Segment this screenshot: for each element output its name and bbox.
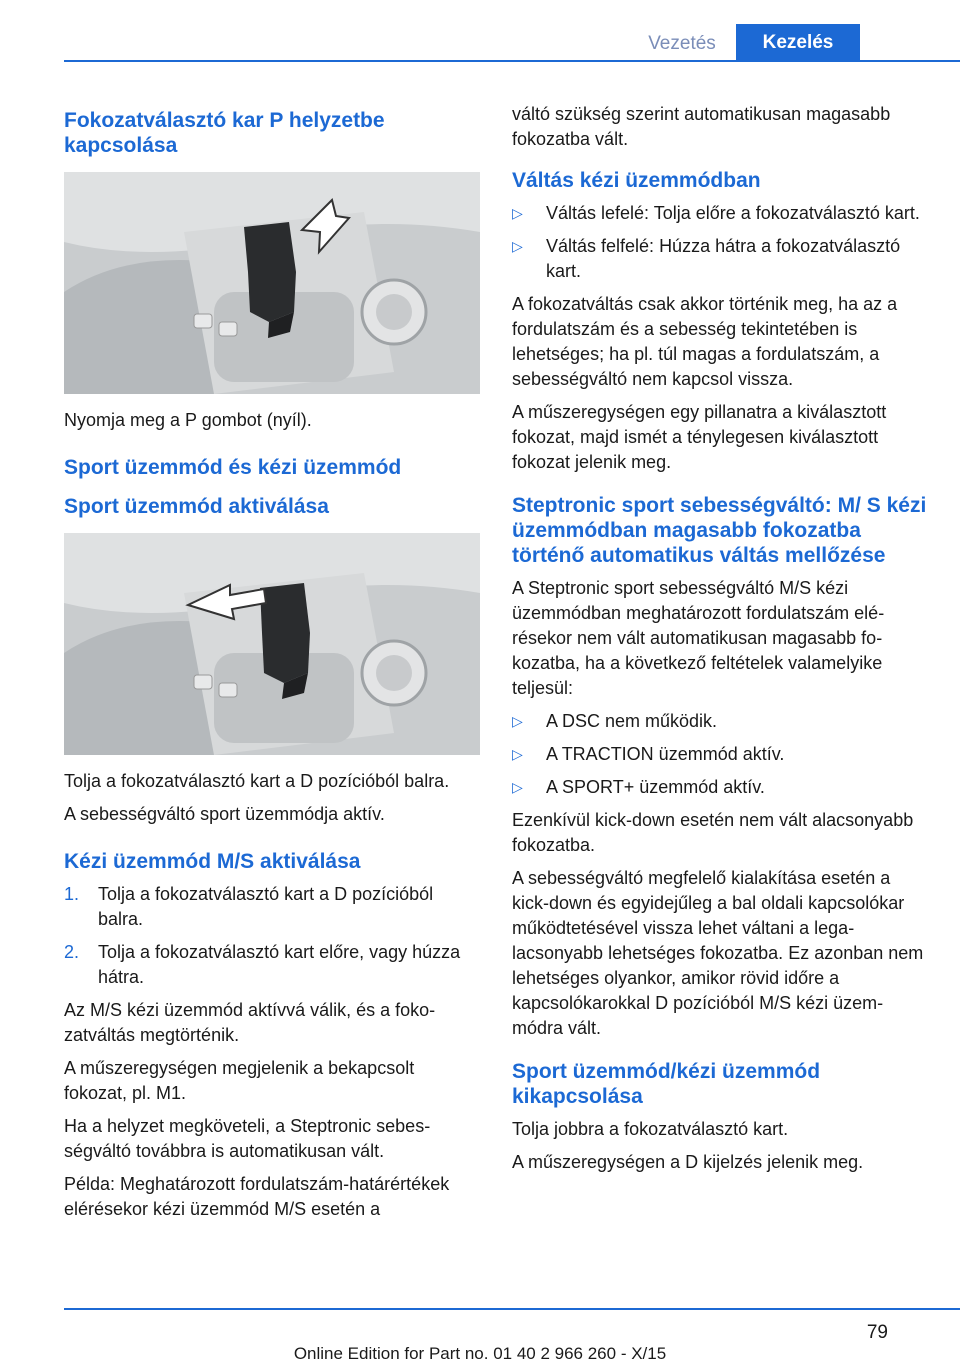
caption-park: Nyomja meg a P gombot (nyíl). — [64, 410, 312, 430]
triangle-bullet-icon: ▷ — [512, 713, 523, 729]
list-item-text: A DSC nem működik. — [546, 711, 718, 731]
shift-list — [512, 201, 928, 284]
page-header — [0, 0, 960, 62]
heading-sport-activate: Sport üzemmód aktiválása — [64, 495, 329, 518]
text-deactivate-2: A műszeregységen a D kijelzés jelenik meg. — [512, 1152, 864, 1172]
text-continued: váltó szükség szerint automatikusan magasabb fokozatba vált. — [512, 104, 891, 149]
page-number: 79 — [866, 1322, 888, 1343]
step-number: 2. — [64, 942, 80, 962]
text-shift-2: A műszeregységen egy pillanatra a kiválasztott fokozat, majd ismét a ténylegesen kiválasztott fokozat jelenik meg. — [512, 402, 887, 472]
heading-sport-manual: Sport üzemmód és kézi üzemmód — [64, 456, 402, 479]
list-item-text: Váltás lefelé: Tolja előre a fokozatválasztó kart. — [546, 203, 920, 223]
header-rule — [64, 60, 960, 62]
page-footer — [0, 1306, 960, 1362]
list-item-text: A SPORT+ üzemmód aktív. — [546, 777, 765, 797]
photo-gear-lever-sport — [64, 533, 480, 755]
list-item — [512, 234, 928, 284]
text-manual-1: Az M/S kézi üzemmód aktívvá válik, és a fokozatváltás megtörténik. — [64, 1000, 436, 1045]
heading-manual-shift: Váltás kézi üzemmódban — [512, 169, 761, 192]
triangle-bullet-icon: ▷ — [512, 238, 523, 254]
conditions-list — [512, 709, 928, 800]
tab-vezetes[interactable]: Vezetés — [648, 33, 716, 54]
list-item — [512, 775, 928, 800]
list-item-text: A TRACTION üzemmód aktív. — [546, 744, 785, 764]
text-kickdown-1: Ezenkívül kick-down esetén nem vált alacsonyabb fokozatba. — [512, 810, 914, 855]
list-item-text: Váltás felfelé: Húzza hátra a fokozatválasztó kart. — [546, 236, 901, 281]
list-item — [512, 201, 928, 226]
list-item — [64, 882, 480, 932]
heading-manual-activate: Kézi üzemmód M/S aktiválása — [64, 850, 361, 873]
text-sport-1: Tolja a fokozatválasztó kart a D pozícióból balra. — [64, 771, 450, 791]
list-item — [512, 742, 928, 767]
text-shift-1: A fokozatváltás csak akkor történik meg, ha az a fordulatszám és a sebesség tekintetében is lehetséges; ha pl. túl magas a fordulatszám, a sebességváltó nem kapcsol vissza. — [512, 294, 898, 389]
manual-steps-list — [64, 882, 480, 990]
list-item — [512, 709, 928, 734]
text-steptronic: A Steptronic sport sebességváltó M/S kézi üzemmódban meghatározott fordulatszám elérésekor nem vált automatikusan magasabb fokozatba, ha a következő feltételek valamelyike teljesül: — [512, 578, 885, 698]
text-manual-4: Példa: Meghatározott fordulatszám-határértékek elérésekor kézi üzemmód M/S esetén a — [64, 1174, 450, 1219]
step-text: Tolja a fokozatválasztó kart a D pozícióból balra. — [98, 884, 434, 929]
photo-gear-lever-park — [64, 172, 480, 394]
left-column — [64, 98, 480, 1230]
text-sport-2: A sebességváltó sport üzemmódja aktív. — [64, 804, 385, 824]
triangle-bullet-icon: ▷ — [512, 779, 523, 795]
triangle-bullet-icon: ▷ — [512, 746, 523, 762]
edition-note: Online Edition for Part no. 01 40 2 966 260 - X/15 — [293, 1344, 667, 1362]
step-number: 1. — [64, 884, 80, 904]
list-item — [64, 940, 480, 990]
tab-kezeles[interactable]: Kezelés — [736, 24, 860, 62]
heading-park: Fokozatválasztó kar P helyzetbe kapcsolása — [64, 109, 385, 157]
text-manual-3: Ha a helyzet megköveteli, a Steptronic sebességváltó továbbra is automatikusan vált. — [64, 1116, 431, 1161]
triangle-bullet-icon: ▷ — [512, 205, 523, 221]
right-column — [512, 102, 928, 1183]
footer-rule — [64, 1308, 960, 1310]
step-text: Tolja a fokozatválasztó kart előre, vagy húzza hátra. — [98, 942, 461, 987]
heading-steptronic: Steptronic sport sebességváltó: M/ S kézi üzemmódban magasabb fokozatba történő automatikus váltás mellőzése — [512, 494, 927, 567]
heading-deactivate: Sport üzemmód/kézi üzemmód kikapcsolása — [512, 1060, 821, 1108]
text-deactivate-1: Tolja jobbra a fokozatválasztó kart. — [512, 1119, 789, 1139]
text-kickdown-2: A sebességváltó megfelelő kialakítása esetén a kick-down és egyidejűleg a bal oldali kapcsolókar működtetésével vissza lehet váltani a legalacsonyabb lehetséges fokozatba. Ez azonban nem lehetséges olyankor, amikor rövid időre a kapcsolókarokkal D pozícióból M/S kézi üzemmódra vált. — [512, 868, 924, 1038]
text-manual-2: A műszeregységen megjelenik a bekapcsolt fokozat, pl. M1. — [64, 1058, 415, 1103]
